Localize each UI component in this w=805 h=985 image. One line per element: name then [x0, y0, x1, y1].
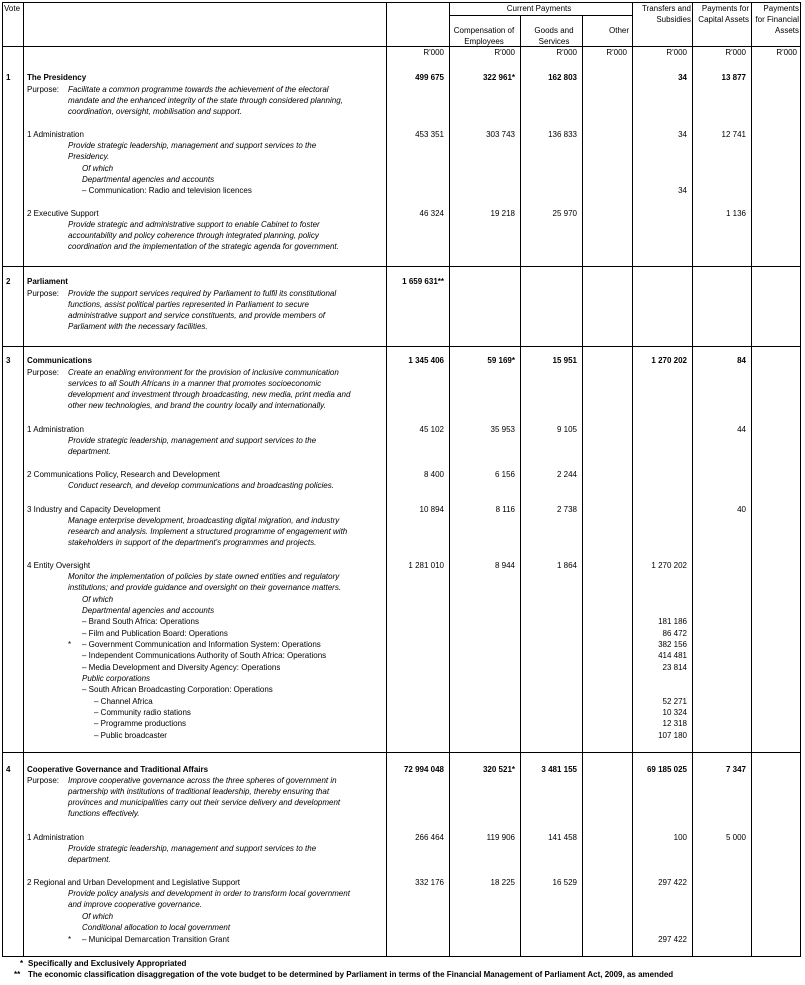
programme-name: 2 Regional and Urban Development and Legislative Support — [27, 878, 241, 887]
footnote-specifically-appropriated: Specifically and Exclusively Appropriated — [28, 959, 187, 968]
amount-comp: 35 953 — [490, 425, 515, 434]
programme-description: Presidency. — [68, 152, 110, 161]
amount-comp: 303 743 — [486, 130, 515, 139]
line-item: – Independent Communications Authority of South Africa: Operations — [82, 651, 327, 660]
line-item: – Government Communication and Information System: Operations — [82, 640, 321, 649]
purpose-text: administrative support and service constituents, and provide members of — [68, 311, 326, 320]
programme-name: 1 Administration — [27, 130, 84, 139]
col-divider — [520, 15, 521, 956]
unit-label: R'000 — [556, 48, 577, 57]
amount-transfers: 12 318 — [662, 719, 687, 728]
programme-description: department. — [68, 447, 111, 456]
amount-total: 266 464 — [415, 833, 444, 842]
amount-transfers: 382 156 — [658, 640, 687, 649]
unit-label: R'000 — [725, 48, 746, 57]
purpose-text: provinces and municipalities carry out their service delivery and development — [68, 798, 341, 807]
col-header-transfers: Transfers and Subsidies — [641, 4, 691, 24]
line-item: – Municipal Demarcation Transition Grant — [82, 935, 230, 944]
programme-name: 4 Entity Oversight — [27, 561, 91, 570]
subheading: Departmental agencies and accounts — [82, 175, 215, 184]
amount-goods: 162 803 — [548, 73, 577, 82]
amount-transfers: 34 — [678, 73, 687, 82]
col-header-compensation: Compensation of Employees — [453, 26, 515, 46]
amount-comp: 59 169* — [487, 356, 515, 365]
amount-comp: 18 225 — [490, 878, 515, 887]
subheading: Of which — [82, 912, 114, 921]
amount-capital: 13 877 — [721, 73, 746, 82]
purpose-label: Purpose: — [27, 776, 60, 785]
amount-capital: 40 — [737, 505, 746, 514]
amount-total: 332 176 — [415, 878, 444, 887]
purpose-text: services to all South Africans in a manner that promotes socioeconomic — [68, 379, 322, 388]
amount-comp: 19 218 — [490, 209, 515, 218]
col-header-vote: Vote — [4, 4, 21, 13]
vote-title: The Presidency — [27, 73, 87, 82]
amount-total: 8 400 — [423, 470, 444, 479]
amount-goods: 2 244 — [556, 470, 577, 479]
vote-title: Communications — [27, 356, 92, 365]
vote-title: Cooperative Governance and Traditional Affairs — [27, 765, 209, 774]
amount-capital: 44 — [737, 425, 746, 434]
subheading: Of which — [82, 595, 114, 604]
programme-description: Manage enterprise development, broadcasting digital migration, and industry — [68, 516, 340, 525]
programme-description: Provide strategic leadership, management and support services to the — [68, 141, 317, 150]
vote-number: 4 — [6, 765, 11, 774]
amount-comp: 320 521* — [482, 765, 515, 774]
vote-divider — [3, 346, 800, 347]
amount-comp: 322 961* — [482, 73, 515, 82]
header-divider — [449, 15, 632, 16]
purpose-text: Create an enabling environment for the provision of inclusive communication — [68, 368, 339, 377]
amount-transfers: 1 270 202 — [651, 561, 687, 570]
subheading: Of which — [82, 164, 114, 173]
specifically-appropriated-marker: * — [68, 935, 72, 944]
purpose-text: functions effectively. — [68, 809, 140, 818]
unit-label: R'000 — [776, 48, 797, 57]
line-item: – Media Development and Diversity Agency: Operations — [82, 663, 281, 672]
programme-description: Provide strategic leadership, management and support services to the — [68, 436, 317, 445]
purpose-text: other new technologies, and brand the country locally and internationally. — [68, 401, 326, 410]
amount-capital: 1 136 — [725, 209, 746, 218]
amount-transfers: 52 271 — [662, 697, 687, 706]
programme-description: research and analysis. Implement a structured programme of engagement with — [68, 527, 348, 536]
programme-description: coordination and the implementation of the strategic agenda for government. — [68, 242, 339, 251]
programme-description: Conduct research, and develop communications and broadcasting policies. — [68, 481, 334, 490]
amount-goods: 15 951 — [552, 356, 577, 365]
line-item: – Programme productions — [94, 719, 187, 728]
amount-transfers: 100 — [673, 833, 687, 842]
purpose-text: Provide the support services required by Parliament to fulfil its constitutional — [68, 289, 337, 298]
amount-goods: 136 833 — [548, 130, 577, 139]
col-header-current-payments: Current Payments — [506, 4, 572, 13]
unit-label: R'000 — [666, 48, 687, 57]
col-divider — [692, 3, 693, 956]
amount-comp: 8 116 — [495, 505, 515, 514]
amount-transfers: 86 472 — [662, 629, 687, 638]
amount-capital: 7 347 — [725, 765, 746, 774]
subheading: Conditional allocation to local government — [82, 923, 231, 932]
footnote-marker: ** — [14, 970, 21, 979]
programme-description: Provide strategic leadership, management and support services to the — [68, 844, 317, 853]
unit-label: R'000 — [494, 48, 515, 57]
amount-comp: 119 906 — [486, 833, 515, 842]
col-divider — [23, 3, 24, 956]
amount-comp: 6 156 — [494, 470, 515, 479]
purpose-label: Purpose: — [27, 289, 60, 298]
col-divider — [632, 3, 633, 956]
amount-total: 10 894 — [419, 505, 444, 514]
amount-transfers: 23 814 — [662, 663, 687, 672]
line-item: – South African Broadcasting Corporation: Operations — [82, 685, 273, 694]
purpose-text: mandate and the enhanced integrity of the state through considered planning, — [68, 96, 343, 105]
vote-number: 2 — [6, 277, 11, 286]
amount-capital: 84 — [737, 356, 746, 365]
amount-total: 1 659 631** — [402, 277, 444, 286]
amount-transfers: 297 422 — [658, 935, 687, 944]
subheading: Departmental agencies and accounts — [82, 606, 215, 615]
purpose-label: Purpose: — [27, 368, 60, 377]
purpose-text: Parliament with the necessary facilities. — [68, 322, 208, 331]
col-divider — [582, 15, 583, 956]
amount-transfers: 181 186 — [658, 617, 687, 626]
amount-total: 499 675 — [415, 73, 444, 82]
vote-divider — [3, 752, 800, 753]
amount-total: 45 102 — [419, 425, 444, 434]
programme-description: Provide strategic and administrative support to enable Cabinet to foster — [68, 220, 320, 229]
programme-name: 3 Industry and Capacity Development — [27, 505, 161, 514]
purpose-label: Purpose: — [27, 85, 60, 94]
programme-description: institutions; and provide guidance and oversight on their governance matters. — [68, 583, 342, 592]
amount-transfers: 34 — [678, 130, 687, 139]
amount-goods: 9 105 — [556, 425, 577, 434]
amount-goods: 1 864 — [556, 561, 577, 570]
amount-transfers: 69 185 025 — [646, 765, 687, 774]
vote-title: Parliament — [27, 277, 68, 286]
line-item: – Channel Africa — [94, 697, 153, 706]
col-header-financial: Payments for Financial Assets — [755, 4, 799, 35]
line-item: – Community radio stations — [94, 708, 191, 717]
amount-transfers: 414 481 — [658, 651, 687, 660]
amount-capital: 12 741 — [721, 130, 746, 139]
col-header-goods-services: Goods and Services — [534, 26, 574, 46]
amount-comp: 8 944 — [494, 561, 515, 570]
amount-total: 453 351 — [415, 130, 444, 139]
line-item: – Film and Publication Board: Operations — [82, 629, 228, 638]
vote-number: 1 — [6, 73, 11, 82]
programme-name: 1 Administration — [27, 833, 84, 842]
programme-description: Monitor the implementation of policies by state owned entities and regulatory — [68, 572, 340, 581]
programme-name: 2 Communications Policy, Research and Development — [27, 470, 220, 479]
footnote-parliament: The economic classification disaggregation of the vote budget to be determined by Parliament in terms of the Financial Management of Parliament Act, 2009, as amended — [28, 970, 674, 979]
amount-total: 1 345 406 — [408, 356, 444, 365]
amount-total: 72 994 048 — [403, 765, 444, 774]
programme-name: 2 Executive Support — [27, 209, 99, 218]
purpose-text: coordination, oversight, mobilisation and support. — [68, 107, 242, 116]
line-item: – Brand South Africa: Operations — [82, 617, 199, 626]
amount-goods: 2 738 — [556, 505, 577, 514]
programme-description: Provide policy analysis and development in order to transform local government — [68, 889, 350, 898]
amount-transfers: 297 422 — [658, 878, 687, 887]
programme-description: accountability and policy coherence through integrated planning, policy — [68, 231, 319, 240]
subheading: Public corporations — [82, 674, 151, 683]
purpose-text: Improve cooperative governance across the three spheres of government in — [68, 776, 337, 785]
purpose-text: development and investment through broadcasting, new media, print media and — [68, 390, 351, 399]
footnote-marker: * — [20, 959, 24, 968]
programme-description: and improve cooperative governance. — [68, 900, 202, 909]
purpose-text: functions, assist political parties represented in Parliament to secure — [68, 300, 310, 309]
specifically-appropriated-marker: * — [68, 640, 72, 649]
amount-goods: 16 529 — [552, 878, 577, 887]
amount-total: 1 281 010 — [408, 561, 444, 570]
amount-transfers: 34 — [678, 186, 687, 195]
programme-name: 1 Administration — [27, 425, 84, 434]
col-header-other: Other — [609, 26, 630, 35]
amount-transfers: 107 180 — [658, 731, 687, 740]
amount-goods: 25 970 — [552, 209, 577, 218]
amount-transfers: 10 324 — [662, 708, 687, 717]
amount-transfers: 1 270 202 — [651, 356, 687, 365]
vote-number: 3 — [6, 356, 11, 365]
amount-goods: 3 481 155 — [541, 765, 577, 774]
amount-goods: 141 458 — [548, 833, 577, 842]
line-item: – Public broadcaster — [94, 731, 167, 740]
programme-description: stakeholders in support of the department's programmes and projects. — [68, 538, 317, 547]
vote-divider — [3, 266, 800, 267]
amount-capital: 5 000 — [725, 833, 746, 842]
amount-total: 46 324 — [419, 209, 444, 218]
line-item: – Communication: Radio and television licences — [82, 186, 252, 195]
programme-description: department. — [68, 855, 111, 864]
col-divider — [751, 3, 752, 956]
purpose-text: Facilitate a common programme towards the achievement of the electoral — [68, 85, 329, 94]
unit-label: R'000 — [606, 48, 627, 57]
purpose-text: partnership with institutions of traditional leadership, thereby ensuring that — [68, 787, 330, 796]
unit-label: R'000 — [423, 48, 444, 57]
col-header-capital: Payments for Capital Assets — [698, 4, 749, 24]
